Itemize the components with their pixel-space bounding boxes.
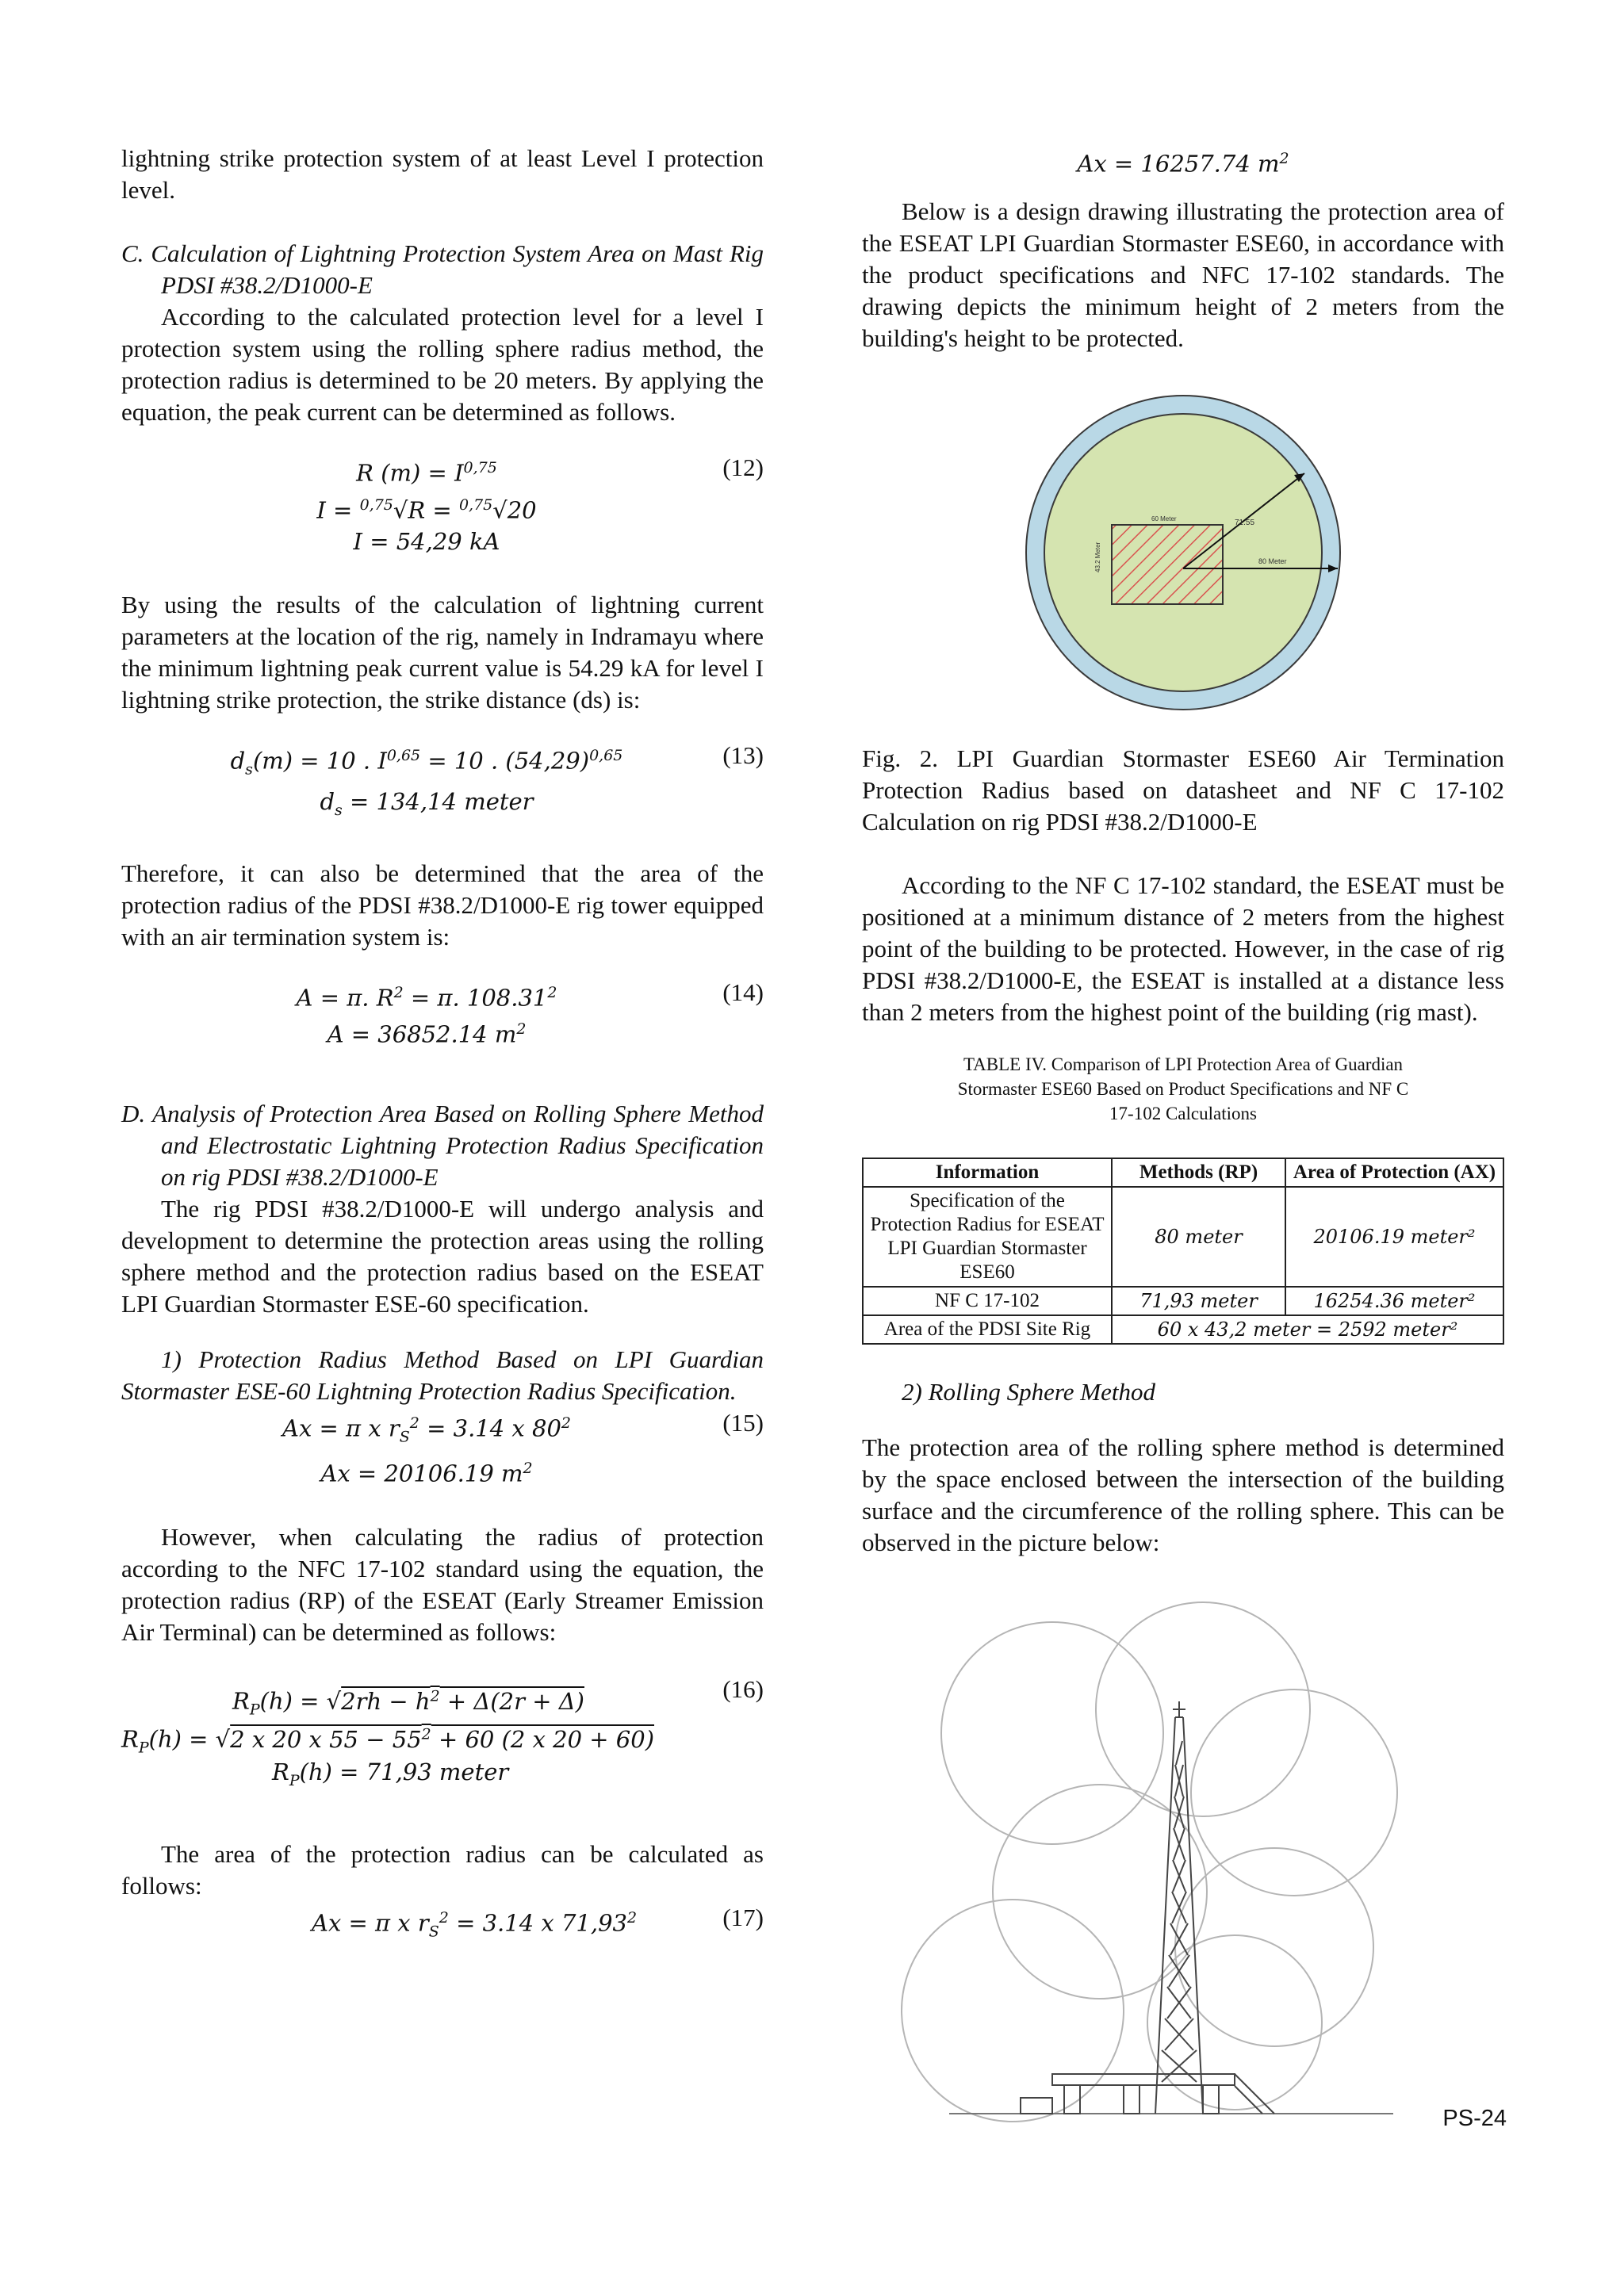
table-cell: 71,93 meter — [1112, 1287, 1285, 1315]
paragraph: The area of the protection radius can be calculated as follows: — [121, 1839, 764, 1900]
table-cell: Area of the PDSI Site Rig — [863, 1315, 1112, 1344]
equation-number: (16) — [722, 1674, 764, 1703]
table-row — [863, 1187, 1503, 1287]
table-caption-line: Stormaster ESE60 Based on Product Specifications and NF C — [957, 1078, 1409, 1099]
rolling-sphere-circle — [993, 1785, 1207, 1999]
table-header-row — [863, 1158, 1503, 1187]
paragraph: lightning strike protection system of at least Level I protection level. — [121, 144, 764, 204]
section-heading-d: D. Analysis of Protection Area Based on Rolling Sphere Method and Electrostatic Lightning Protection Radius Specification on rig PDSI #38.2/D1000-E — [121, 1099, 764, 1191]
table-caption-line: 17-102 Calculations — [1109, 1103, 1257, 1123]
paragraph: However, when calculating the radius of protection according to the NFC 17-102 standard using the equation, the protection radius (RP) of the ESEAT (Early Streamer Emission Air Terminal) can be determined as follows: — [121, 1522, 764, 1646]
table-header: Area of Protection (AX) — [1285, 1158, 1503, 1187]
table-header: Methods (RP) — [1112, 1158, 1285, 1187]
table-cell: 16254.36 meter² — [1285, 1287, 1503, 1315]
figure-3 — [862, 1590, 1504, 2145]
rolling-sphere-circle — [902, 1900, 1124, 2122]
table-iv — [862, 1158, 1504, 1345]
rig-site-area — [1112, 525, 1223, 604]
rolling-sphere-circle — [1191, 1689, 1397, 1896]
subsection-heading-1: 1) Protection Radius Method Based on LPI Guardian Stormaster ESE-60 Lightning Protection Radius Specification. — [121, 1345, 764, 1405]
left-column — [121, 143, 764, 1947]
rolling-sphere-diagram — [862, 1590, 1504, 2145]
table-cell: 60 x 43,2 meter = 2592 meter² — [1112, 1315, 1503, 1344]
rig-mast-drawing — [1021, 1701, 1274, 2114]
equation-line: I = 54,29 kA — [353, 528, 500, 556]
paragraph: By using the results of the calculation of lightning current parameters at the location of the rig, namely in Indramayu where the minimum lightning peak current value is 54.29 kA for level I lightning strike protection, the strike distance (ds) is: — [121, 591, 764, 714]
paragraph: According to the calculated protection level for a level I protection system using the rolling sphere radius method, the protection radius is determined to be 20 meters. By applying the equation, the peak current can be determined as follows. — [121, 303, 764, 426]
figure-2 — [862, 354, 1504, 743]
right-column — [862, 143, 1504, 2145]
paragraph: Below is a design drawing illustrating the protection area of the ESEAT LPI Guardian Stormaster ESE60, in accordance with the product specifications and NFC 17-102 standards. The drawing depicts the minimum height of 2 meters from the building's height to be protected. — [862, 197, 1504, 352]
rolling-sphere-circle — [1175, 1848, 1373, 2046]
table-caption-line: TABLE IV. Comparison of LPI Protection Area of Guardian — [963, 1054, 1404, 1074]
table-cell: 20106.19 meter² — [1285, 1187, 1503, 1287]
subsection-heading-2: 2) Rolling Sphere Method — [902, 1377, 1155, 1406]
equation-13: $d_s(m) = 10$ . I$^{0,65}$ = 10 . $(54,29)^{0,65}$ $d_s = 134,14$ meter (13) — [230, 741, 764, 819]
equation-17-result: Ax = 16257.74 $m^2$ — [1077, 150, 1289, 178]
paragraph: Therefore, it can also be determined that the area of the protection radius of the PDSI #38.2/D1000-E rig tower equipped with an air termination system is: — [121, 859, 764, 951]
equation-12: R (m) = I$^{0,75}$ I = $^{0,75}$√R = $^{0,75}$√20 I = 54,29 kA (12) — [121, 452, 764, 557]
paragraph: The protection area of the rolling sphere method is determined by the space enclosed between the intersection of the building surface and the circumference of the rolling sphere. This can be observed in the picture below: — [862, 1433, 1504, 1556]
equation-number: (14) — [722, 978, 764, 1006]
top-dimension-label: 60 Meter — [1151, 515, 1177, 522]
equation-number: (15) — [722, 1408, 764, 1437]
side-dimension-label: 43.2 Meter — [1094, 541, 1101, 572]
section-heading-c: C. Calculation of Lightning Protection System Area on Mast Rig PDSI #38.2/D1000-E — [121, 239, 764, 299]
equation-14: A = π. $R^2 = \pi$. 108.31$^2$ A = 36852.14 $m^2$ (14) — [296, 978, 764, 1048]
table-cell: NF C 17-102 — [863, 1287, 1112, 1315]
rolling-sphere-circle — [1096, 1602, 1310, 1816]
rolling-sphere-circle — [941, 1622, 1163, 1844]
page-number: PS-24 — [1442, 2106, 1507, 2131]
table-header: Information — [863, 1158, 1112, 1187]
equation-number: (17) — [722, 1903, 764, 1931]
radius-label-80: 80 Meter — [1258, 557, 1287, 565]
paragraph: The rig PDSI #38.2/D1000-E will undergo analysis and development to determine the protection areas using the rolling sphere method and the protection radius based on the ESEAT LPI Guardian Stormaster ESE-60 specification. — [121, 1194, 764, 1318]
table-cell: Specification of the Protection Radius for ESEAT LPI Guardian Stormaster ESE60 — [863, 1187, 1112, 1287]
paragraph: According to the NF C 17-102 standard, the ESEAT must be positioned at a minimum distance of 2 meters from the highest point of the building to be protected. However, in the case of rig PDSI #38.2/D1000-E, the ESEAT is installed at a distance less than 2 meters from the highest point of the building (rig mast). — [862, 871, 1504, 1026]
radius-label-71: 71.55 — [1235, 518, 1255, 527]
equation-17: Ax = π x $r_S^2 = 3.14$ x 71,93$^2$ (17) — [312, 1903, 764, 1941]
protection-radius-diagram — [862, 354, 1504, 743]
figure-caption: Fig. 2. LPI Guardian Stormaster ESE60 Air Termination Protection Radius based on datasheet and NF C 17-102 Calculation on rig PDSI #38.2/D1000-E — [862, 744, 1504, 836]
equation-16: $R_P(h) = √2rh - h^2 + \Delta(2r + \Delta)$ $R_P(h) = √2$ x 20 x $55 - 55^2 + 60$ (2 x 20 + 60) $R_P(h) = 71,93$ meter (16) — [121, 1674, 764, 1789]
equation-15: Ax = π x $r_S^2 = 3.14$ x $80^2$ Ax = 20106.19 $m^2$ (15) — [282, 1408, 764, 1487]
equation-number: (13) — [722, 741, 764, 770]
table-row — [863, 1315, 1503, 1344]
table-cell: 80 meter — [1112, 1187, 1285, 1287]
table-caption — [862, 1052, 1504, 1126]
equation-number: (12) — [722, 453, 764, 481]
table-row — [863, 1287, 1503, 1315]
